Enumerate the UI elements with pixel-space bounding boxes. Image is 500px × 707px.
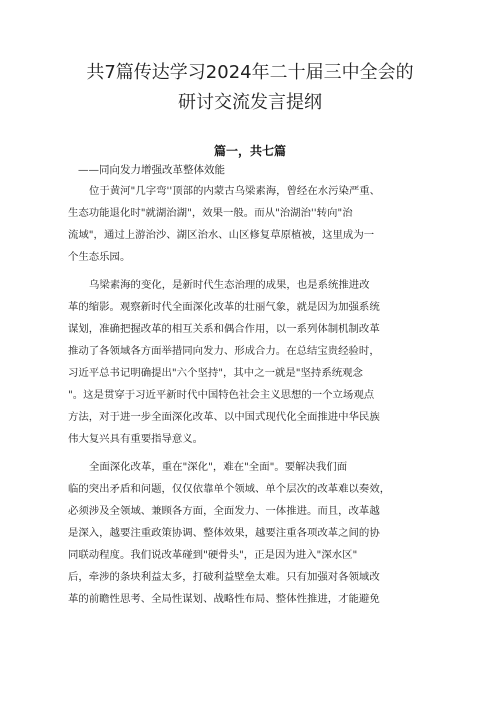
paragraph-line: 乌梁素海的变化，是新时代生态治理的成果，也是系统推进改 [89, 279, 370, 291]
paragraph-line: 临的突出矛盾和问题，仅仅依靠单个领域、单个层次的改革难以奏效， [68, 483, 391, 495]
section-subtitle: ——同向发力增强改革整体效能 [78, 164, 225, 176]
body-text [68, 180, 438, 616]
paragraph-line: 生态功能退化时"就湖治湖"，效果一般。而从"治湖治''转向"治 [68, 207, 353, 219]
paragraph-3 [68, 456, 438, 610]
paragraph-line: 方法，对于进一步全面深化改革、以中国式现代化全面推进中华民族 [68, 411, 380, 423]
paragraph-line: 后，牵涉的条块利益太多，打破利益壁垒太难。只有加强对各领域改 [68, 571, 380, 583]
paragraph-2 [68, 274, 438, 450]
paragraph-line: 全面深化改革，重在"深化"，难在"全面"。要解决我们面 [89, 461, 348, 473]
paragraph-line: 谋划，准确把握改革的相互关系和偶合作用，以一系列体制机制改革 [68, 323, 380, 335]
paragraph-line: 是深入，越要注重政策协调、整体效果，越要注重各项改革之间的协 [68, 527, 380, 539]
paragraph-line: 革的前瞻性思考、全局性谋划、战略性布局、整体性推进，才能避免 [68, 593, 380, 605]
paragraph-line: 位于黄河"几字弯''顶部的内蒙古乌梁素海，曾经在水污染严重、 [89, 185, 381, 197]
paragraph-line: 习近平总书记明确提出"六个坚持"，其中之一就是"坚持系统观念 [68, 367, 363, 379]
paragraph-line: 流域"，通过上游治沙、湖区治水、山区修复草原植被，这里成为一 [68, 229, 375, 241]
paragraph-line: 革的缩影。观察新时代全面深化改革的壮丽气象，就是因为加强系统 [68, 301, 380, 313]
paragraph-line: 伟大复兴具有重要指导意义。 [68, 433, 204, 445]
paragraph-line: 推动了各领域各方面举措同向发力、形成合力。在总结宝贵经验时， [68, 345, 380, 357]
paragraph-1 [68, 180, 438, 268]
paragraph-line: 必须涉及全领域、兼顾各方面，全面发力、一体推进。而且，改革越 [68, 505, 380, 517]
section-heading: 篇一，共七篇 [213, 144, 286, 158]
paragraph-line: 个生态乐园。 [68, 251, 131, 263]
paragraph-line: 同联动程度。我们说改革碰到"硬骨头"，正是因为进入"深水区" [68, 549, 358, 561]
title-line-1: 共7篇传达学习2024年二十届三中全会的 [86, 62, 414, 83]
title-line-2: 研讨交流发言提纲 [178, 92, 322, 113]
paragraph-line: "。这是贯穿于习近平新时代中国特色社会主义思想的一个立场观点 [68, 389, 375, 401]
document-title [40, 58, 460, 118]
